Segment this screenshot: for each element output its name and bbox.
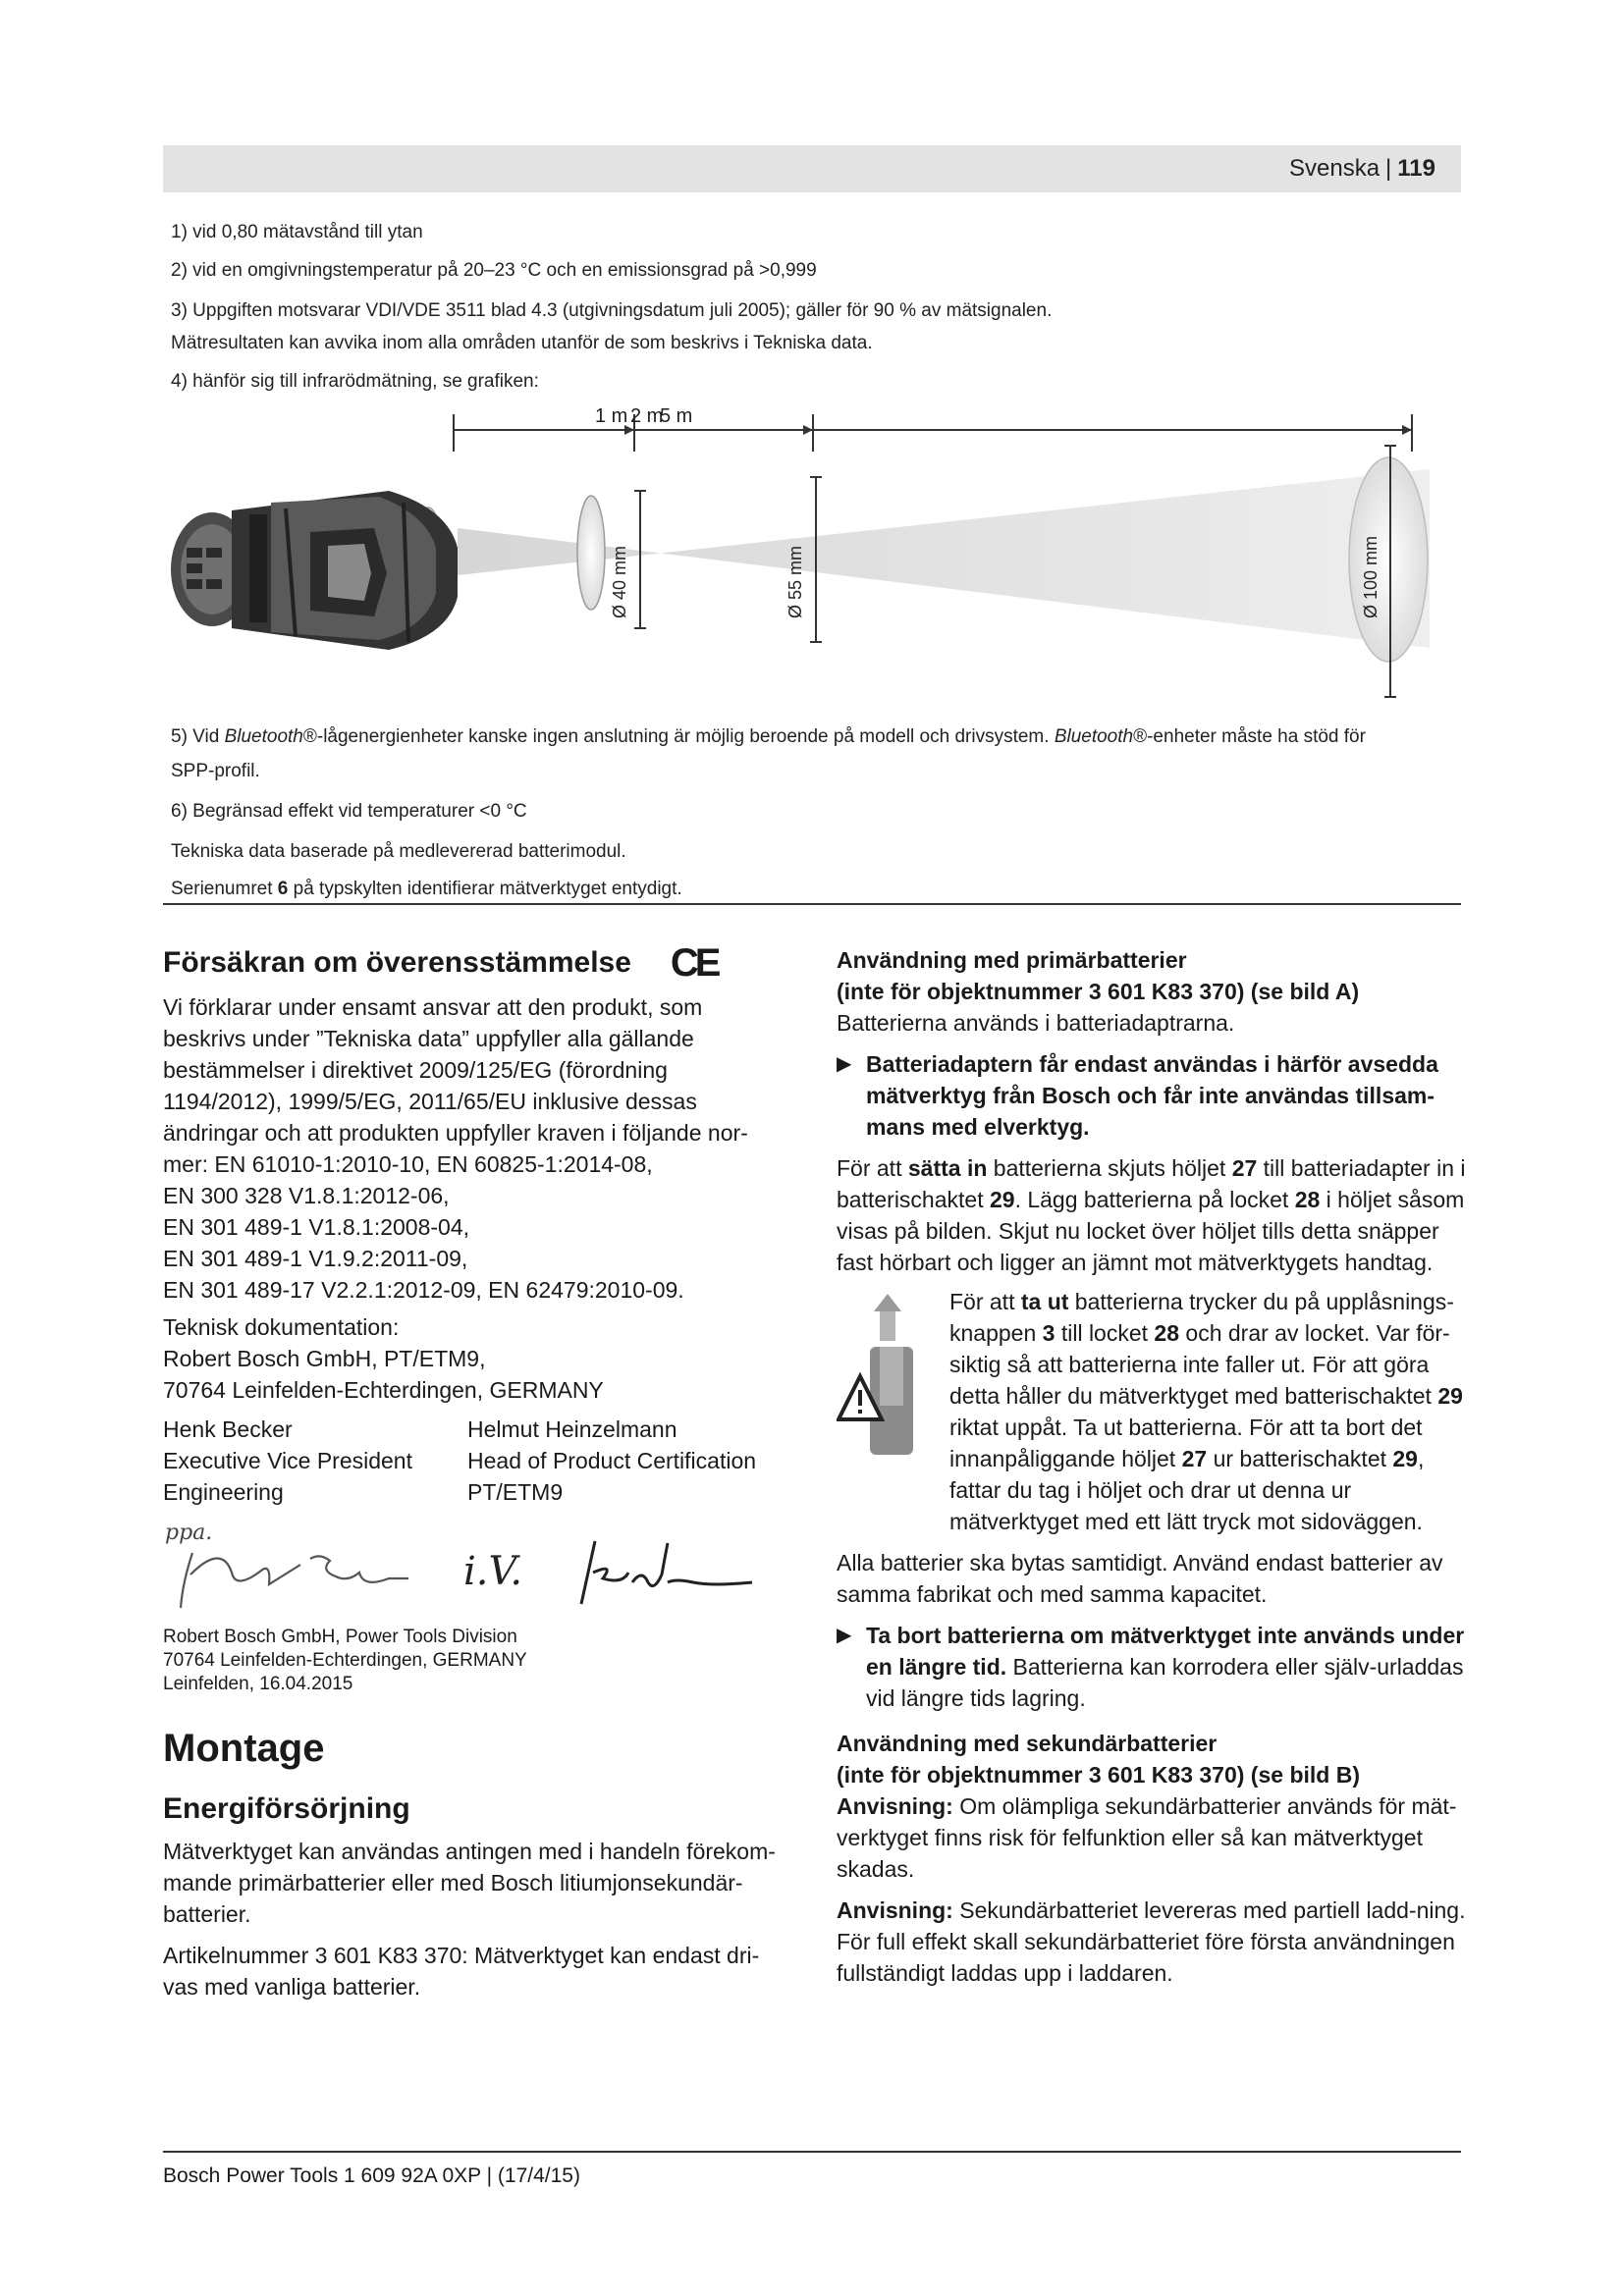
tech-doc-label: Teknisk dokumentation: [163, 1314, 400, 1340]
ce-mark: CE [670, 941, 718, 985]
handwritten-signatures [163, 1514, 791, 1620]
secondary-battery-heading-1: Användning med sekundärbatterier [837, 1731, 1218, 1756]
secondary-battery-heading-2: (inte för objektnummer 3 601 K83 370) (se bild B) [837, 1762, 1360, 1788]
montage-text-2: Artikelnummer 3 601 K83 370: Mätverktyget kan endast dri-vas med vanliga batterier. [163, 1943, 760, 2000]
signer1-title1: Executive Vice President [163, 1448, 412, 1473]
page-number: 119 [1397, 155, 1435, 182]
signatures [163, 1514, 791, 1620]
declaration-text: Vi förklarar under ensamt ansvar att den produkt, som beskrivs under ”Tekniska data” uppfyller alla gällande bestämmelser i direktivet 2009/125/EG (förordning 1194/2012), 1999/5/EG, 2011/65/EU inklusive dessas ändringar och att produkten uppfyller kraven i följande nor-mer: EN 61010-1:2010-10, EN 60825-1:2014-08, [163, 994, 748, 1177]
company-address: 70764 Leinfelden-Echterdingen, GERMANY [163, 1650, 527, 1671]
remove-battery-block [837, 1286, 1475, 1537]
energy-supply-title: Energiförsörjning [163, 1792, 410, 1825]
place-date: Leinfelden, 16.04.2015 [163, 1674, 353, 1694]
note-1: Anvisning: Om olämpliga sekundärbatterier används för mät-verktyget finns risk för felfunktion eller så kan mätverktyget skadas. [837, 1793, 1457, 1882]
signer2-title2: PT/ETM9 [467, 1479, 564, 1505]
page-footer: Bosch Power Tools 1 609 92A 0XP | (17/4/15) [163, 2164, 580, 2187]
note-2: Anvisning: Sekundärbatteriet levereras med partiell ladd-ning. För full effekt skall sekundärbatteriet före första användningen fullständigt laddas upp i laddaren. [837, 1897, 1466, 1986]
replace-all-text: Alla batterier ska bytas samtidigt. Använd endast batterier av samma fabrikat och med samma kapacitet. [837, 1550, 1443, 1607]
footnote-8: Serienumret 6 på typskylten identifierar mätverktyget entydigt. [171, 879, 682, 899]
footnote-5-line2: SPP-profil. [171, 761, 260, 781]
page-header [1289, 155, 1435, 183]
signer2-name: Helmut Heinzelmann [467, 1416, 677, 1442]
footnote-3a: 3) Uppgiften motsvarar VDI/VDE 3511 blad 4.3 (utgivningsdatum juli 2005); gäller för 90 % av mätsignalen. [171, 300, 1053, 321]
footnote-1: 1) vid 0,80 mätavstånd till ytan [171, 222, 423, 242]
remove-battery-text: För att ta ut batterierna trycker du på upplåsnings-knappen 3 till locket 28 och drar av locket. Var för-siktig så att batterierna inte faller ut. För att göra detta håller du mätverktyget med batterischaktet 29 riktat uppåt. Ta ut batterierna. För att ta bort det innanpåliggande höljet 27 ur batterischaktet 29, fattar du tag i höljet och drar ut denna ur mätverktyget med ett lätt tryck mot sidoväggen. [949, 1289, 1463, 1534]
spot-2m [577, 496, 605, 610]
montage-text-1: Mätverktyget kan användas antingen med i handeln förekom-mande primärbatterier eller med Bosch litiumjonsekundär-batterier. [163, 1839, 776, 1927]
standard-2: EN 301 489-1 V1.8.1:2008-04, [163, 1214, 470, 1240]
signer2-title1: Head of Product Certification [467, 1448, 757, 1473]
footnote-2: 2) vid en omgivningstemperatur på 20–23 °C och en emissionsgrad på >0,999 [171, 260, 817, 281]
label-5m: 5 m [660, 405, 693, 427]
sig-ppa: ppa. [165, 1521, 213, 1545]
signer1-name: Henk Becker [163, 1416, 293, 1442]
footnote-3b: Mätresultaten kan avvika inom alla områden utanför de som beskrivs i Tekniska data. [171, 333, 873, 353]
sig-iv: i.V. [463, 1549, 523, 1594]
standard-3: EN 301 489-1 V1.9.2:2011-09, [163, 1246, 468, 1271]
label-2m: 2 m [630, 405, 664, 427]
insert-battery-text: För att sätta in batterierna skjuts höljet 27 till batteriadapter in i batterischaktet 29. Lägg batterierna på locket 28 i höljet såsom visas på bilden. Skjut nu locket över höljet tills detta snäpper fast hörbart och ligger an jämnt mot mätverktygets handtag. [837, 1155, 1466, 1275]
tech-doc-company: Robert Bosch GmbH, PT/ETM9, [163, 1346, 486, 1371]
label-dia-55: Ø 55 mm [785, 545, 805, 618]
ir-spot-diagram [163, 400, 1459, 713]
header-separator: | [1385, 155, 1392, 182]
primary-battery-text: Batterierna används i batteriadaptrarna. [837, 1010, 1235, 1036]
header-language: Svenska [1288, 155, 1380, 182]
warning-bullet-remove: ▶ Ta bort batterierna om mätverktyget inte används under en längre tid. Batterierna kan korrodera eller själv-urladdas vid längre tids lagring. [837, 1620, 1475, 1714]
warning-bullet-adapter: ▶ Batteriadaptern får endast användas i härför avsedda mätverktyg från Bosch och får inte användas tillsam-mans med elverktyg. [837, 1048, 1475, 1143]
label-dia-100: Ø 100 mm [1361, 535, 1380, 618]
right-column [837, 944, 1475, 1989]
signatories [163, 1414, 791, 1508]
bullet-arrow-icon: ▶ [837, 1625, 852, 1646]
battery-warning-icon [837, 1292, 945, 1468]
footnote-6: 6) Begränsad effekt vid temperaturer <0 °C [171, 801, 527, 822]
standard-1: EN 300 328 V1.8.1:2012-06, [163, 1183, 450, 1208]
standard-4: EN 301 489-17 V2.2.1:2012-09, EN 62479:2010-09. [163, 1277, 684, 1303]
signer1-title2: Engineering [163, 1479, 284, 1505]
label-dia-40: Ø 40 mm [610, 545, 629, 618]
section-divider [163, 903, 1461, 905]
footnote-7: Tekniska data baserade på medlevererad batterimodul. [171, 841, 626, 862]
footer-divider [163, 2151, 1461, 2153]
left-column [163, 941, 791, 2002]
footnote-5: 5) Vid Bluetooth®-lågenergienheter kanske ingen anslutning är möjlig beroende på modell och drivsystem. Bluetooth®-enheter måste ha stöd för [171, 726, 1366, 747]
company-line: Robert Bosch GmbH, Power Tools Division [163, 1627, 517, 1647]
footnote-4: 4) hänför sig till infrarödmätning, se grafiken: [171, 371, 539, 392]
montage-title: Montage [163, 1727, 325, 1770]
header-band [163, 145, 1461, 192]
primary-battery-heading-2: (inte för objektnummer 3 601 K83 370) (se bild A) [837, 979, 1360, 1004]
declaration-title: Försäkran om överensstämmelse CE [163, 941, 718, 985]
tech-doc-address: 70764 Leinfelden-Echterdingen, GERMANY [163, 1377, 604, 1403]
label-1m: 1 m [595, 405, 628, 427]
bullet-arrow-icon: ▶ [837, 1053, 852, 1075]
primary-battery-heading-1: Användning med primärbatterier [837, 947, 1187, 973]
device-illustration [171, 491, 458, 650]
